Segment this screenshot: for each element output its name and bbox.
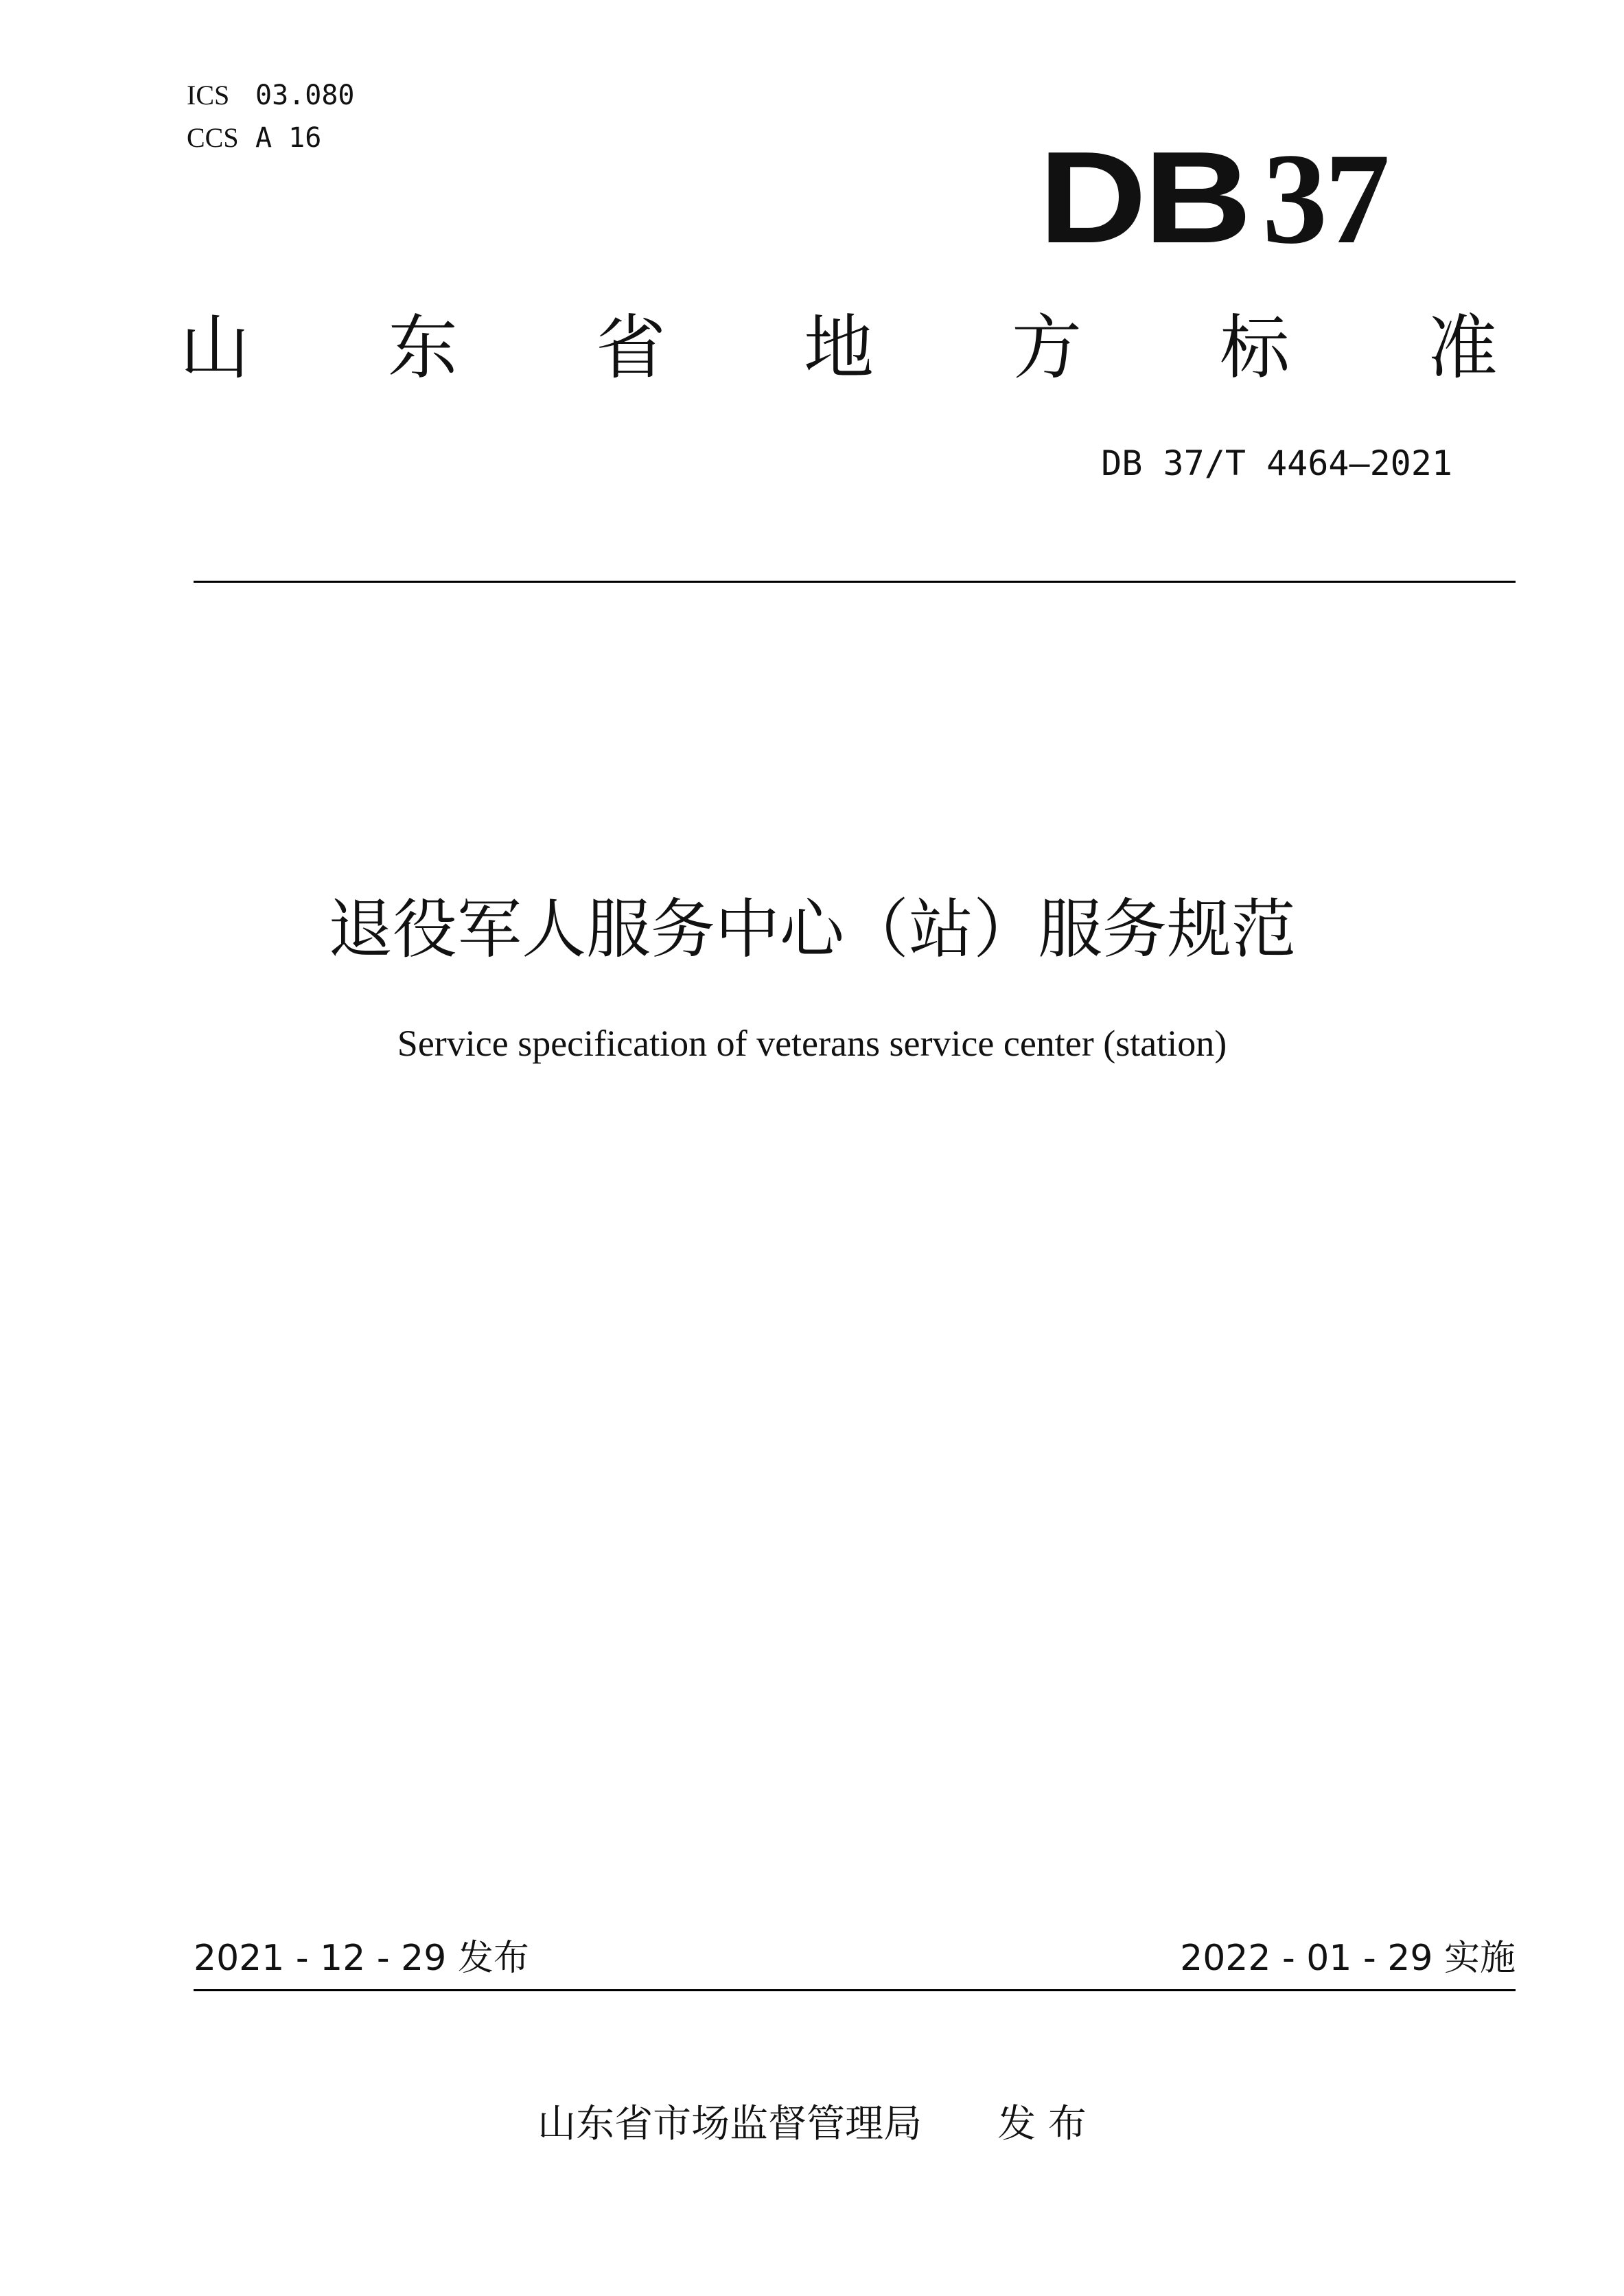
ics-label: ICS bbox=[187, 80, 230, 111]
top-divider bbox=[194, 581, 1516, 583]
standard-type-char: 方 bbox=[1012, 308, 1082, 389]
ics-value: 03.080 bbox=[255, 80, 355, 111]
standard-code: DB 37/T 4464—2021 bbox=[1101, 443, 1452, 483]
document-title-chinese: 退役军人服务中心（站）服务规范 bbox=[327, 892, 1296, 967]
publisher-name: 山东省市场监督管理局 bbox=[537, 2102, 923, 2146]
standard-type-char: 地 bbox=[804, 308, 874, 389]
ccs-code bbox=[187, 117, 355, 159]
document-title-english: Service specification of veterans service center (station) bbox=[397, 1023, 1227, 1064]
issue-date: 2021 - 12 - 29 发布 bbox=[194, 1938, 529, 1979]
effective-date: 2022 - 01 - 29 实施 bbox=[1180, 1938, 1516, 1979]
ics-code bbox=[187, 74, 355, 117]
db-logo-number: 37 bbox=[1262, 127, 1387, 271]
db-logo bbox=[1038, 125, 1387, 271]
db-logo-letters: DB bbox=[1038, 125, 1249, 270]
classification-codes bbox=[187, 74, 355, 159]
standard-type-char: 山 bbox=[180, 308, 250, 389]
publisher-line bbox=[0, 2097, 1624, 2152]
ccs-value: A 16 bbox=[255, 122, 322, 154]
ccs-label: CCS bbox=[187, 122, 239, 153]
standard-type-char: 省 bbox=[596, 308, 666, 389]
bottom-divider bbox=[194, 1989, 1516, 1991]
publisher-action: 发 布 bbox=[997, 2102, 1087, 2146]
standard-type-char: 标 bbox=[1220, 308, 1290, 389]
standard-type-title bbox=[180, 308, 1498, 390]
standard-type-char: 准 bbox=[1428, 308, 1498, 389]
standard-type-char: 东 bbox=[388, 308, 458, 389]
